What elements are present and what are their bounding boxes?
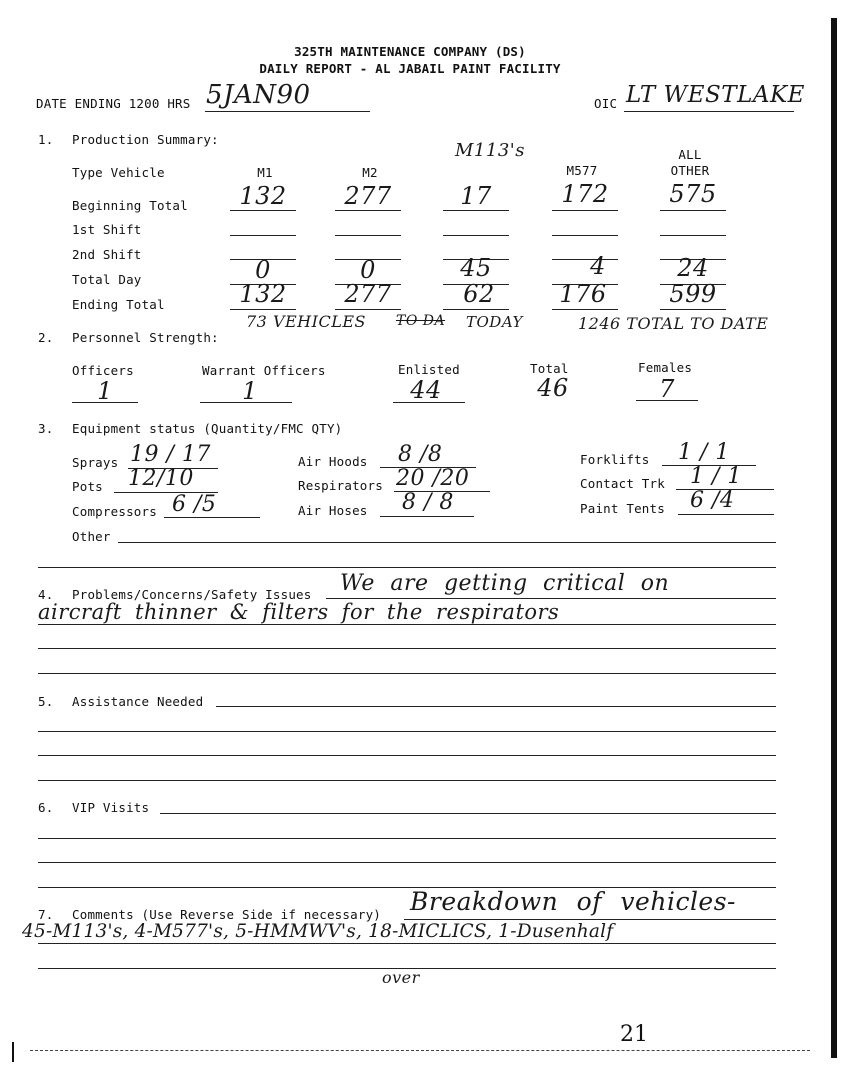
problems-line-4 (38, 673, 776, 674)
cell-ending-m113: 62 (463, 280, 495, 308)
total-value: 46 (537, 374, 569, 402)
cell-ending-m577: 176 (559, 280, 607, 308)
bottom-scan-line (30, 1050, 810, 1051)
painttents-value: 6 /4 (690, 488, 735, 513)
cell-line (230, 309, 296, 310)
painttents-label: Paint Tents (580, 501, 665, 516)
vip-title: VIP Visits (72, 800, 150, 815)
forklifts-value: 1 / 1 (678, 440, 730, 465)
warrant-line (200, 402, 292, 403)
comments-title: Comments (Use Reverse Side if necessary) (72, 907, 382, 922)
officers-line (72, 402, 138, 403)
compressors-value: 6 /5 (172, 492, 217, 517)
airhoods-label: Air Hoods (298, 454, 368, 469)
note-struck: TO DA (396, 313, 446, 329)
other-line (118, 542, 776, 543)
date-underline (205, 111, 370, 112)
females-line (636, 400, 698, 401)
comments-line-1 (404, 919, 776, 920)
warrant-label: Warrant Officers (202, 363, 326, 378)
assistance-line-2 (38, 731, 776, 732)
section-number: 5. (38, 694, 54, 709)
problems-line-3 (38, 648, 776, 649)
problems-text-2: aircraft thinner & filters for the respirators (38, 600, 560, 624)
cell-line (552, 309, 618, 310)
warrant-value: 1 (242, 377, 258, 405)
assistance-line-4 (38, 780, 776, 781)
contacttrk-label: Contact Trk (580, 476, 665, 491)
cell-line (335, 235, 401, 236)
cell-line (552, 235, 618, 236)
cell-line (660, 235, 726, 236)
cell-line (443, 210, 509, 211)
vip-line-2 (38, 838, 776, 839)
comments-line-2 (38, 943, 776, 944)
section-number: 4. (38, 587, 54, 602)
airhoses-value: 8 / 8 (402, 490, 454, 515)
oic-underline (624, 111, 794, 112)
row-label-ending-total: Ending Total (72, 297, 165, 312)
airhoses-line (380, 516, 474, 517)
cell-line (335, 210, 401, 211)
comments-over: over (382, 968, 420, 987)
comments-text-1: Breakdown of vehicles- (410, 887, 737, 916)
compressors-label: Compressors (72, 504, 157, 519)
production-title: Production Summary: (72, 132, 219, 147)
section-number: 3. (38, 421, 54, 436)
respirators-label: Respirators (298, 478, 383, 493)
cell-line (660, 309, 726, 310)
date-value: 5JAN90 (206, 80, 311, 110)
scan-edge-bar (831, 18, 837, 1058)
cell-ending-m1: 132 (239, 280, 287, 308)
scan-edge-mark (12, 1042, 14, 1062)
type-vehicle-label: Type Vehicle (72, 165, 165, 180)
cell-line (230, 210, 296, 211)
equipment-title: Equipment status (Quantity/FMC QTY) (72, 421, 343, 436)
assistance-line-3 (38, 755, 776, 756)
comments-text-2: 45-M113's, 4-M577's, 5-HMMWV's, 18-MICLICS, 1-Dusenhalf (22, 921, 614, 942)
other-line-2 (38, 567, 776, 568)
oic-value: LT WESTLAKE (626, 82, 805, 108)
date-label: DATE ENDING 1200 HRS (36, 96, 191, 111)
note-today: TODAY (466, 313, 523, 331)
cell-totalday-m2: 0 (360, 256, 376, 284)
sprays-value: 19 / 17 (130, 442, 211, 467)
row-label-total-day: Total Day (72, 272, 142, 287)
cell-line (552, 210, 618, 211)
report-title: DAILY REPORT - AL JABAIL PAINT FACILITY (259, 61, 561, 76)
cell-beginning-other: 575 (669, 180, 717, 208)
officers-value: 1 (97, 377, 113, 405)
cell-beginning-m1: 132 (239, 182, 287, 210)
row-label-beginning-total: Beginning Total (72, 198, 188, 213)
cell-beginning-m577: 172 (561, 180, 609, 208)
enlisted-line (393, 402, 465, 403)
cell-line (443, 235, 509, 236)
painttents-line (678, 514, 774, 515)
cell-beginning-m2: 277 (344, 182, 392, 210)
cell-totalday-m577: 4 (590, 252, 606, 280)
assistance-title: Assistance Needed (72, 694, 204, 709)
cell-totalday-other: 24 (677, 254, 709, 282)
problems-text-1: We are getting critical on (340, 571, 670, 596)
column-header-other: OTHER (670, 163, 710, 178)
note-vehicles: 73 VEHICLES (246, 312, 366, 331)
vip-line-3 (38, 862, 776, 863)
cell-line (443, 309, 509, 310)
cell-ending-m2: 277 (344, 280, 392, 308)
airhoses-label: Air Hoses (298, 503, 368, 518)
sprays-label: Sprays (72, 455, 119, 470)
problems-line-1 (326, 598, 776, 599)
cell-totalday-m1: 0 (255, 256, 271, 284)
officers-label: Officers (72, 363, 134, 378)
company-title: 325TH MAINTENANCE COMPANY (DS) (294, 44, 526, 59)
pots-value: 12/10 (128, 466, 194, 491)
personnel-title: Personnel Strength: (72, 330, 219, 345)
column-header-m1: M1 (257, 165, 273, 180)
row-label-2nd-shift: 2nd Shift (72, 247, 142, 262)
column-header-m577: M577 (566, 163, 598, 178)
section-number: 2. (38, 330, 54, 345)
section-number: 7. (38, 907, 54, 922)
females-label: Females (638, 360, 693, 375)
problems-line-2 (38, 624, 776, 625)
row-label-1st-shift: 1st Shift (72, 222, 142, 237)
section-number: 1. (38, 132, 54, 147)
assistance-line-1 (216, 706, 776, 707)
contacttrk-value: 1 / 1 (690, 464, 742, 489)
cell-totalday-m113: 45 (460, 254, 492, 282)
compressors-line (164, 517, 260, 518)
enlisted-label: Enlisted (398, 362, 460, 377)
oic-label: OIC (594, 96, 618, 111)
column-header-all: ALL (678, 147, 702, 162)
cell-line (230, 235, 296, 236)
airhoods-value: 8 /8 (398, 442, 443, 467)
note-total-to-date: 1246 TOTAL TO DATE (578, 314, 769, 333)
column-header-m113: M113's (455, 140, 525, 161)
cell-line (335, 309, 401, 310)
forklifts-label: Forklifts (580, 452, 650, 467)
page-number: 21 (620, 1022, 648, 1047)
total-label: Total (530, 361, 569, 376)
vip-line-1 (160, 813, 776, 814)
problems-title: Problems/Concerns/Safety Issues (72, 587, 312, 602)
pots-label: Pots (72, 479, 103, 494)
cell-beginning-m113: 17 (460, 182, 492, 210)
cell-line (660, 210, 726, 211)
respirators-value: 20 /20 (396, 466, 470, 491)
column-header-m2: M2 (362, 165, 378, 180)
other-label: Other (72, 529, 111, 544)
cell-ending-other: 599 (669, 280, 717, 308)
females-value: 7 (659, 375, 675, 403)
enlisted-value: 44 (410, 376, 442, 404)
section-number: 6. (38, 800, 54, 815)
